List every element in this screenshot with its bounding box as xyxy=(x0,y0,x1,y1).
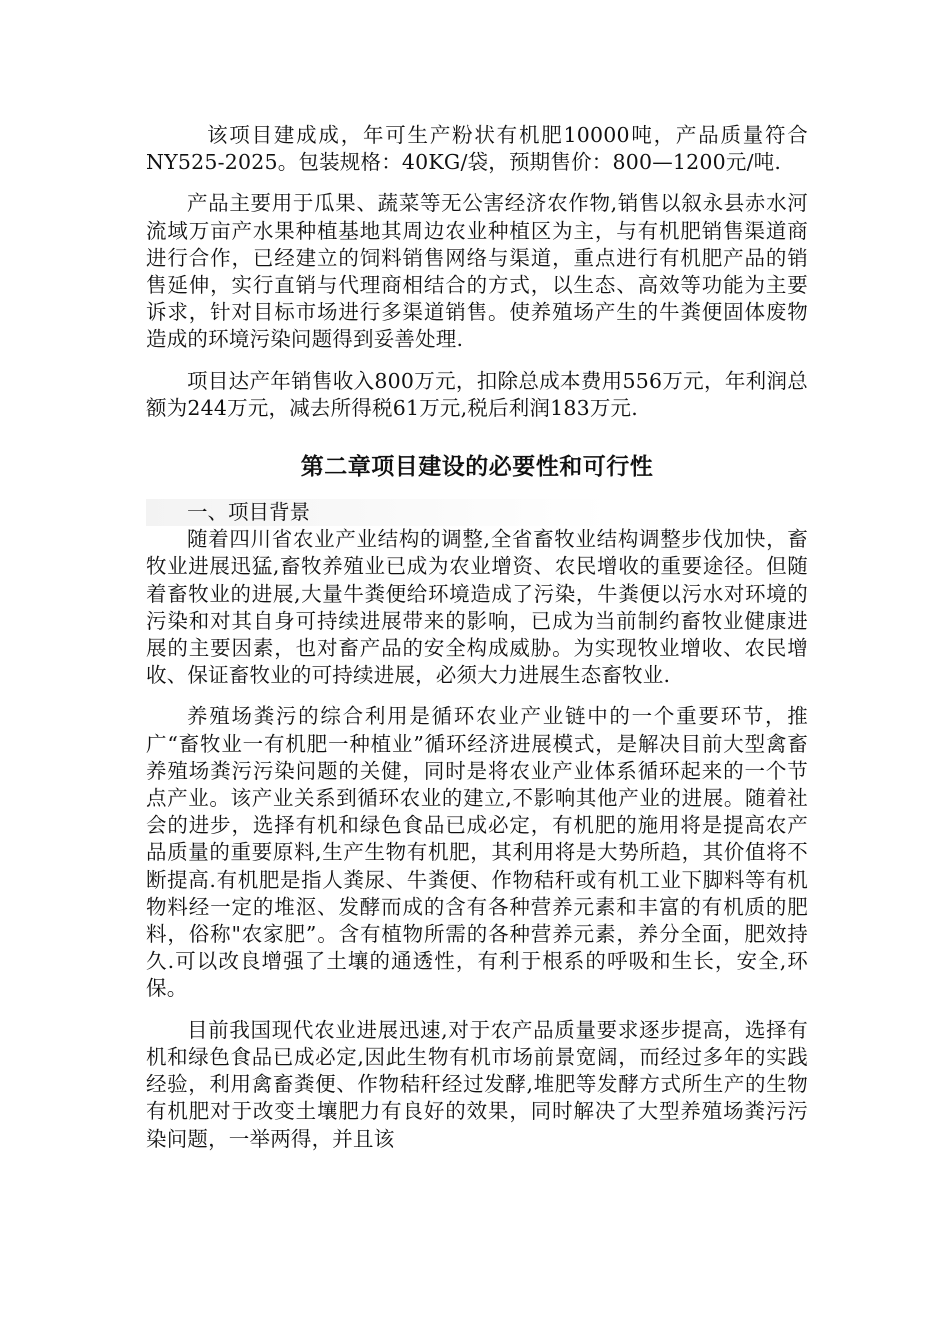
paragraph-sales-channels: 产品主要用于瓜果、蔬菜等无公害经济农作物,销售以叙永县赤水河流域万亩产水果种植基地其周边农业种植区为主，与有机肥销售渠道商进行合作，已经建立的饲料销售网络与渠道，重点进行有机肥产品的销售延伸，实行直销与代理商相结合的方式，以生态、高效等功能为主要诉求，针对目标市场进行多渠道销售。使养殖场产生的牛粪便固体废物造成的环境污染问题得到妥善处理. xyxy=(146,191,808,352)
document-page xyxy=(146,122,808,1153)
paragraph-revenue-profit: 项目达产年销售收入800万元，扣除总成本费用556万元，年利润总额为244万元，减去所得税61万元,税后利润183万元. xyxy=(146,368,808,420)
paragraph-manure-utilization: 养殖场粪污的综合利用是循环农业产业链中的一个重要环节，推广“畜牧业一有机肥一种植业”循环经济进展模式，是解决目前大型禽畜养殖场粪污污染问题的关健，同时是将农业产业体系循环起来的一个节点产业。该产业关系到循环农业的建立,不影响其他产业的进展。随着社会的进步，选择有机和绿色食品已成必定，有机肥的施用将是提高农产品质量的重要原料,生产生物有机肥，其利用将是大势所趋，其价值将不断提高.有机肥是指人粪尿、牛粪便、作物秸秆或有机工业下脚料等有机物料经一定的堆沤、发酵而成的含有各种营养元素和丰富的有机质的肥料，俗称"农家肥”。含有植物所需的各种营养元素，养分全面，肥效持久.可以改良增强了土壤的通透性，有利于根系的呼吸和生长，安全,环保。 xyxy=(146,704,808,1001)
chapter-title: 第二章项目建设的必要性和可行性 xyxy=(300,453,654,481)
paragraph-market-outlook: 目前我国现代农业进展迅速,对于农产品质量要求逐步提高，选择有机和绿色食品已成必定,因此生物有机市场前景宽阔，而经过多年的实践经验，利用禽畜粪便、作物秸秆经过发酵,堆肥等发酵方式所生产的生物有机肥对于改变土壤肥力有良好的效果，同时解决了大型养殖场粪污污染问题，一举两得，并且该 xyxy=(146,1017,808,1151)
section-heading: 一、项目背景 xyxy=(146,499,808,526)
paragraph-production-capacity: 该项目建成成，年可生产粉状有机肥10000吨，产品质量符合NY525-2025。包装规格：40KG/袋，预期售价：800—1200元/吨. xyxy=(146,123,808,175)
paragraph-background: 随着四川省农业产业结构的调整,全省畜牧业结构调整步伐加快，畜牧业进展迅猛,畜牧养殖业已成为农业增资、农民增收的重要途径。但随着畜牧业的进展,大量牛粪便给环境造成了污染，牛粪便以污水对环境的污染和对其自身可持续进展带来的影响，已成为当前制约畜牧业健康进展的主要因素，也对畜产品的安全构成威胁。为实现牧业增收、农民增收、保证畜牧业的可持续进展，必须大力进展生态畜牧业. xyxy=(146,527,808,688)
